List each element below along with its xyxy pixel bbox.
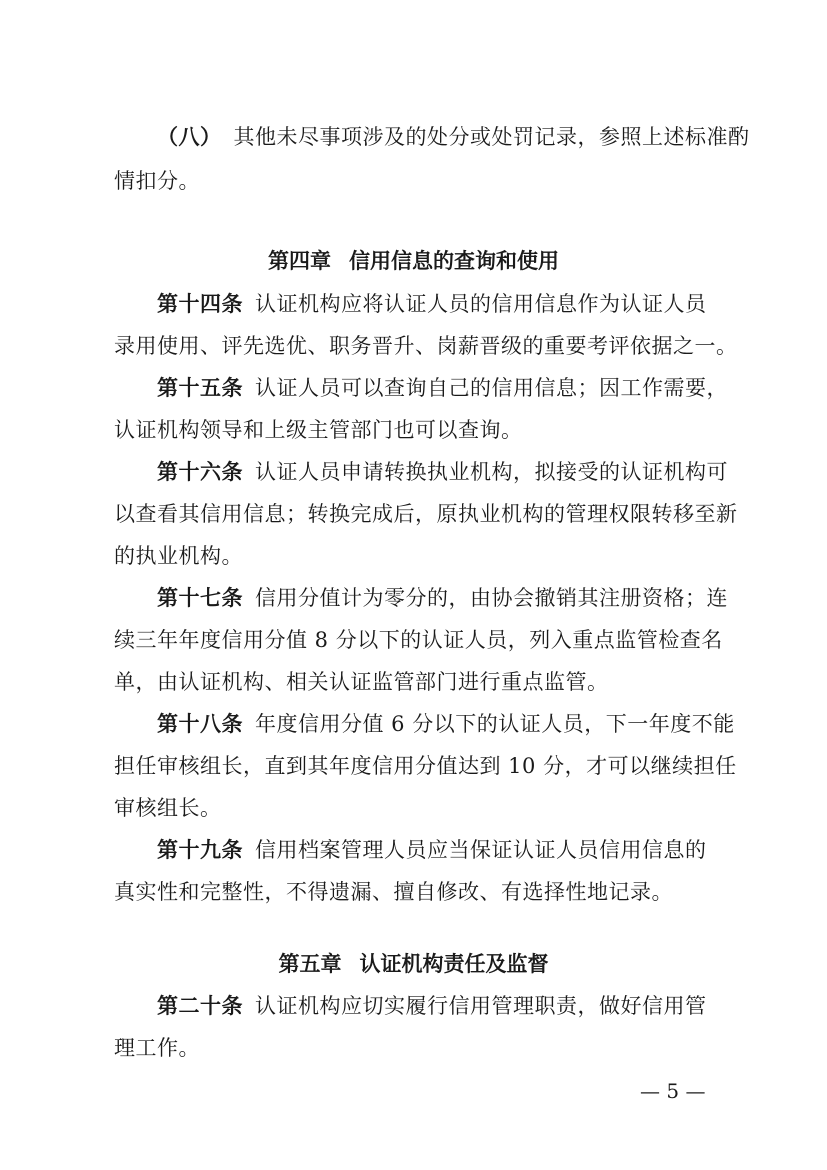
chapter4-heading: 第四章 信用信息的查询和使用 [268, 249, 559, 273]
page-number: — 5 — [640, 1079, 706, 1103]
art16-label: 第十六条 [157, 460, 243, 484]
art18-line3: 审核组长。 [114, 796, 222, 820]
art14-line2: 录用使用、评先选优、职务晋升、岗薪晋级的重要考评依据之一。 [114, 334, 738, 358]
art19-line2: 真实性和完整性，不得遗漏、擅自修改、有选择性地记录。 [114, 880, 673, 904]
art17-line3: 单，由认证机构、相关认证监管部门进行重点监管。 [114, 670, 609, 694]
art17-label: 第十七条 [157, 586, 243, 610]
art19-label: 第十九条 [157, 838, 243, 862]
art15-label: 第十五条 [157, 376, 243, 400]
item8-line2: 情扣分。 [114, 169, 200, 193]
item8-line1: （八） 其他未尽事项涉及的处分或处罚记录，参照上述标准酌 [157, 125, 750, 149]
art15-line2: 认证机构领导和上级主管部门也可以查询。 [114, 418, 523, 442]
item8-label: （八） [157, 125, 222, 149]
art15-line1: 第十五条 认证人员可以查询自己的信用信息；因工作需要， [157, 376, 728, 400]
art16-line3: 的执业机构。 [114, 544, 243, 568]
art14-line1: 第十四条 认证机构应将认证人员的信用信息作为认证人员 [157, 292, 707, 316]
art17-line1: 第十七条 信用分值计为零分的，由协会撤销其注册资格；连 [157, 586, 728, 610]
chapter5-heading: 第五章 认证机构责任及监督 [278, 952, 549, 976]
art20-label: 第二十条 [157, 994, 243, 1018]
art14-label: 第十四条 [157, 292, 243, 316]
art20-line2: 理工作。 [114, 1036, 200, 1060]
art18-line2: 担任审核组长，直到其年度信用分值达到 10 分，才可以继续担任 [114, 754, 737, 778]
art19-line1: 第十九条 信用档案管理人员应当保证认证人员信用信息的 [157, 838, 707, 862]
art16-line1: 第十六条 认证人员申请转换执业机构，拟接受的认证机构可 [157, 460, 728, 484]
art18-label: 第十八条 [157, 712, 243, 736]
art16-line2: 以查看其信用信息；转换完成后，原执业机构的管理权限转移至新 [114, 502, 738, 526]
art20-line1: 第二十条 认证机构应切实履行信用管理职责，做好信用管 [157, 994, 707, 1018]
art18-line1: 第十八条 年度信用分值 6 分以下的认证人员，下一年度不能 [157, 712, 735, 736]
art17-line2: 续三年年度信用分值 8 分以下的认证人员，列入重点监管检查名 [114, 628, 723, 652]
